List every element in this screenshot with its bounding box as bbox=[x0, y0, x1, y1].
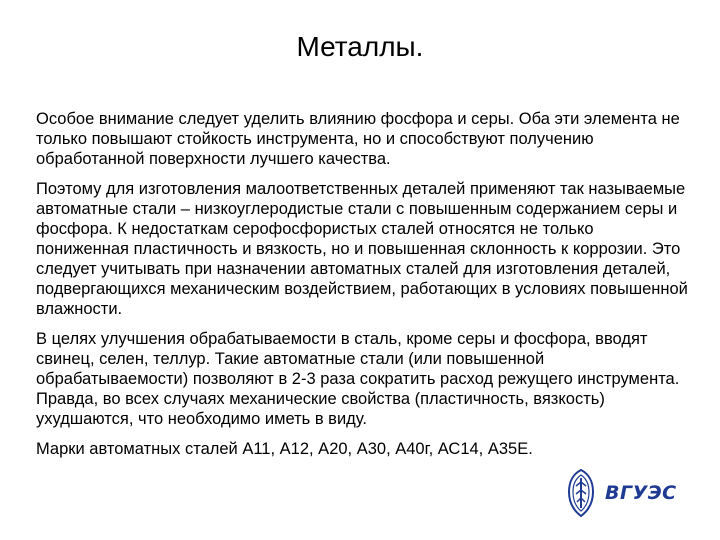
logo-text: ВГУЭС bbox=[605, 482, 677, 504]
paragraph-automatic-steels: Поэтому для изготовления малоответственных деталей применяют так называемые автоматные стали – низкоуглеродистые стали с повышенным содержанием серы и фосфора. К недостаткам серофосфористых сталей относятся не только пониженная пластичность и вязкость, но и повышенная склонность к коррозии. Это следует учитывать при назначении автоматных сталей для изготовления деталей, подвергающихся механическим воздействием, работающих в условиях повышенной влажности. bbox=[36, 180, 688, 318]
slide-title: Металлы. bbox=[296, 31, 424, 62]
paragraph-intro: Особое внимание следует уделить влиянию фосфора и серы. Оба эти элемента не только повышают стойкость инструмента, но и способствуют получению обработанной поверхности лучшего качества. bbox=[36, 110, 680, 168]
paragraph-machinability: В целях улучшения обрабатываемости в сталь, кроме серы и фосфора, вводят свинец, селен, теллур. Такие автоматные стали (или повышенной обрабатываемости) позволяют в 2-3 раза сократить расход режущего инструмента. Правда, во всех случаях механические свойства (пластичность, вязкость) ухудшаются, что необходимо иметь в виду. bbox=[36, 330, 680, 428]
paragraph-steel-grades: Марки автоматных сталей А11, А12, А20, А30, А40г, АС14, А35Е. bbox=[36, 440, 533, 458]
university-logo bbox=[565, 468, 675, 518]
university-emblem-icon bbox=[565, 468, 597, 518]
slide-body bbox=[36, 109, 691, 469]
